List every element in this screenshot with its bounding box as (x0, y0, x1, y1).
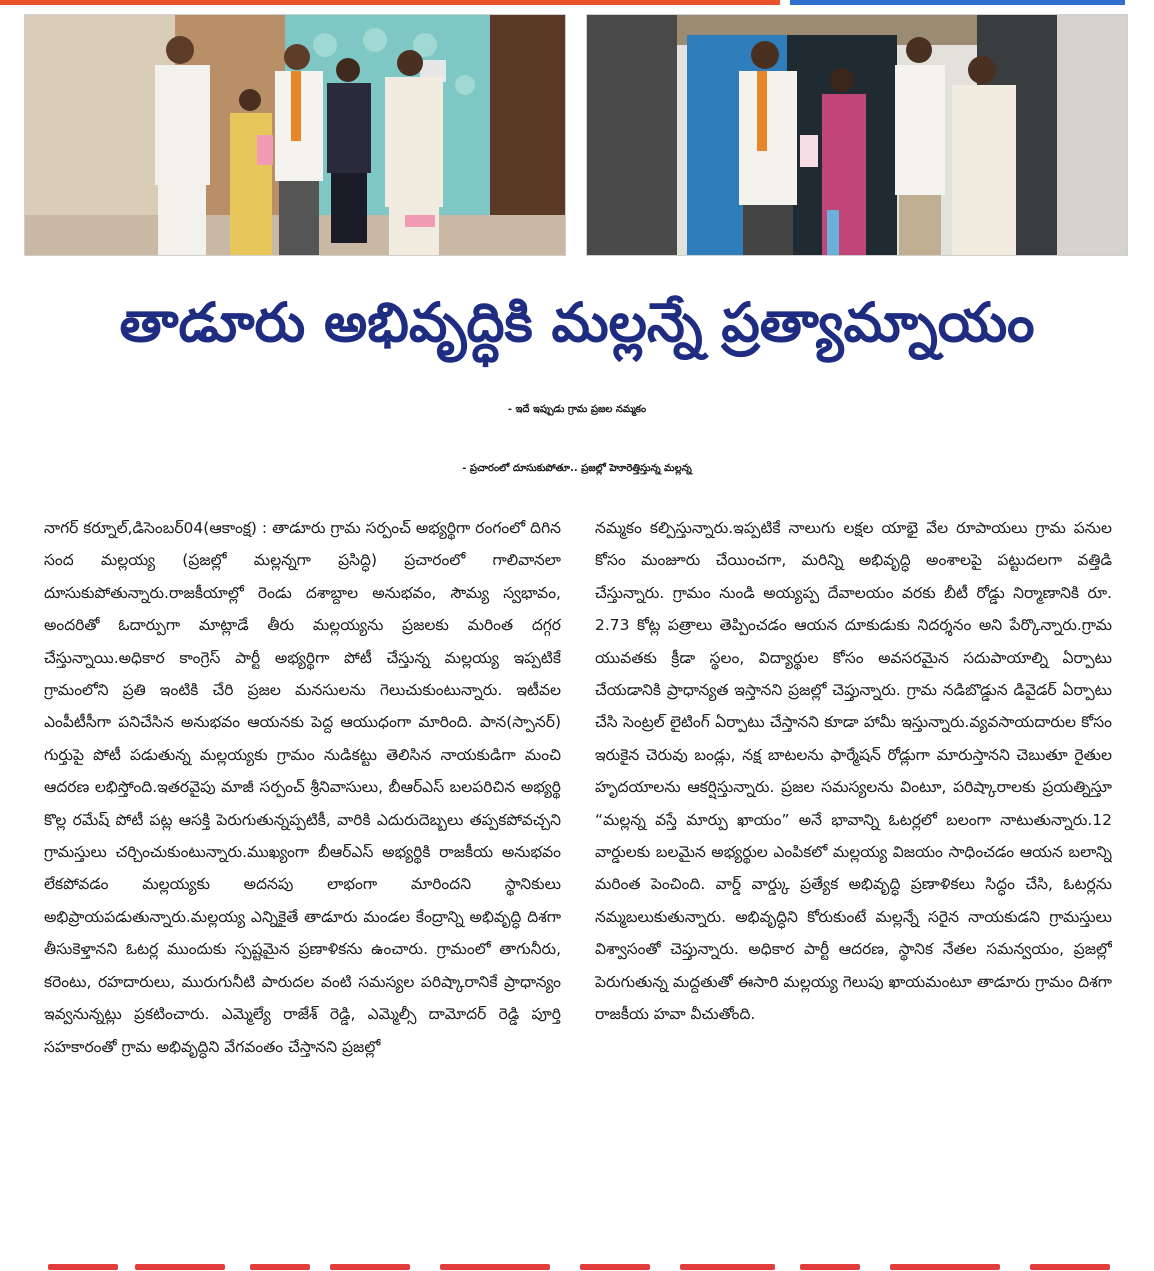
top-accent-bar-orange (0, 0, 780, 5)
photo-left-illustration (25, 15, 565, 255)
article-photo-right (586, 14, 1128, 256)
top-accent-bar-blue (790, 0, 1125, 5)
article-photo-left (24, 14, 566, 256)
article-column-right: నమ్మకం కల్పిస్తున్నారు.ఇప్పటికే నాలుగు లక్షల యాభై వేల రూపాయలు గ్రామ పనుల కోసం మంజూరు చేయించగా, మరిన్ని అభివృద్ధి అంశాలపై పట్టుదలగా వత్తిడి చేస్తున్నారు. గ్రామం నుండి అయ్యప్ప దేవాలయం వరకు బీటీ రోడ్డు నిర్మాణానికి రూ. 2.73 కోట్ల పత్రాలు తెప్పించడం ఆయన దూకుడుకు నిదర్శనం అని పేర్కొన్నారు.గ్రామ యువతకు క్రీడా స్థలం, విద్యార్థుల కోసం అవసరమైన సదుపాయాల్ని ఏర్పాటు చేయడానికి ప్రాధాన్యత ఇస్తానని ప్రజల్లో చెప్తున్నారు. గ్రామ నడిబొడ్డున డివైడర్ ఏర్పాటు చేసి సెంట్రల్ లైటింగ్ ఏర్పాటు చేస్తానని కూడా హామీ ఇస్తున్నారు.వ్యవసాయదారుల కోసం ఇరుకైన చెరువు బండ్లు, నక్ష బాటలను ఫార్మేషన్ రోడ్లుగా మారుస్తానని చెబుతూ రైతుల హృదయాలను ఆకర్షిస్తున్నారు. ప్రజల సమస్యలను వింటూ, పరిష్కారాలకు ప్రయత్నిస్తూ “మల్లన్న వస్తే మార్పు ఖాయం” అనే భావాన్ని ఓటర్లలో బలంగా నాటుతున్నారు.12 వార్డులకు బలమైన అభ్యర్థుల ఎంపికలో మల్లయ్య విజయం సాధించడం ఆయన బలాన్ని మరింత పెంచింది. వార్డ్ వార్డ్కు ప్రత్యేక అభివృద్ధి ప్రణాళికలు సిద్ధం చేసి, ఓటర్లను నమ్మబలుకుతున్నారు. అభివృద్ధిని కోరుకుంటే మల్లన్నే సరైన నాయకుడని గ్రామస్తులు విశ్వాసంతో చెప్తున్నారు. అధికార పార్టీ ఆదరణ, స్థానిక నేతల సమన్వయం, ప్రజల్లో పెరుగుతున్న మద్దతుతో ఈసారి మల్లయ్య గెలుపు ఖాయమంటూ తాడూరు గ్రామం దిశగా రాజకీయ హవా వీచుతోంది. (595, 519, 1112, 1024)
subheadline-1: - ఇదే ఇప్పుడు గ్రామ ప్రజల నమ్మకం (507, 404, 647, 415)
photo-right-illustration (587, 15, 1127, 255)
article-column-left: నాగర్ కర్నూల్,డిసెంబర్04(ఆకాంక్ష) : తాడూరు గ్రామ సర్పంచ్ అభ్యర్థిగా రంగంలో దిగిన సంద మల్లయ్య (ప్రజల్లో మల్లన్నగా ప్రసిద్ధి) ప్రచారంలో గాలివానలా దూసుకుపోతున్నారు.రాజకీయాల్లో రెండు దశాబ్దాల అనుభవం, సౌమ్య స్వభావం, అందరితో ఓదార్పుగా మాట్లాడే తీరు మల్లయ్యను ప్రజలకు మరింత దగ్గర చేస్తున్నాయి.అధికార కాంగ్రెస్ పార్టీ అభ్యర్థిగా పోటీ చేస్తున్న మల్లయ్య ఇప్పటికే గ్రామంలోని ప్రతి ఇంటికి చేరి ప్రజల మనసులను గెలుచుకుంటున్నారు. ఇటీవల ఎంపీటీసీగా పనిచేసిన అనుభవం ఆయనకు పెద్ద ఆయుధంగా మారింది. పాన(స్పానర్) గుర్తుపై పోటీ పడుతున్న మల్లయ్యకు గ్రామం నుడికట్టు తెలిసిన నాయకుడిగా మంచి ఆదరణ లభిస్తోంది.ఇతరవైపు మాజీ సర్పంచ్ శ్రీనివాసులు, బీఆర్ఎస్ బలపరిచిన అభ్యర్థి కొల్ల రమేష్ పోటీ పట్ల ఆసక్తి పెరుగుతున్నప్పటికీ, వారికి ఎదురుదెబ్బలు తప్పకపోవచ్చని గ్రామస్తులు చర్చించుకుంటున్నారు.ముఖ్యంగా బీఆర్ఎస్ అభ్యర్థికి రాజకీయ అనుభవం లేకపోవడం మల్లయ్యకు అదనపు లాభంగా మారిందని స్థానికులు అభిప్రాయపడుతున్నారు.మల్లయ్య ఎన్నికైతే తాడూరు మండల కేంద్రాన్ని అభివృద్ధి దిశగా తీసుకెళ్తానని ఓటర్ల ముందుకు స్పష్టమైన ప్రణాళికను ఉంచారు. గ్రామంలో తాగునీరు, కరెంటు, రహదారులు, మురుగునీటి పారుదల వంటి సమస్యల పరిష్కారానికే ప్రాధాన్యం ఇవ్వనున్నట్లు ప్రకటించారు. ఎమ్మెల్యే రాజేశ్ రెడ్డి, ఎమ్మెల్సీ దామోదర్ రెడ్డి పూర్తి సహకారంతో గ్రామ అభివృద్ధిని వేగవంతం చేస్తానని ప్రజల్లో (44, 519, 561, 1056)
next-headline-fragment (0, 1262, 1154, 1271)
subheadline-2: - ప్రచారంలో దూసుకుపోతూ.. ప్రజల్లో హెూరెత్తిస్తున్న మల్లన్న (462, 463, 692, 474)
headline: తాడూరు అభివృద్ధికి మల్లన్నే ప్రత్యామ్నాయం (119, 291, 1035, 354)
